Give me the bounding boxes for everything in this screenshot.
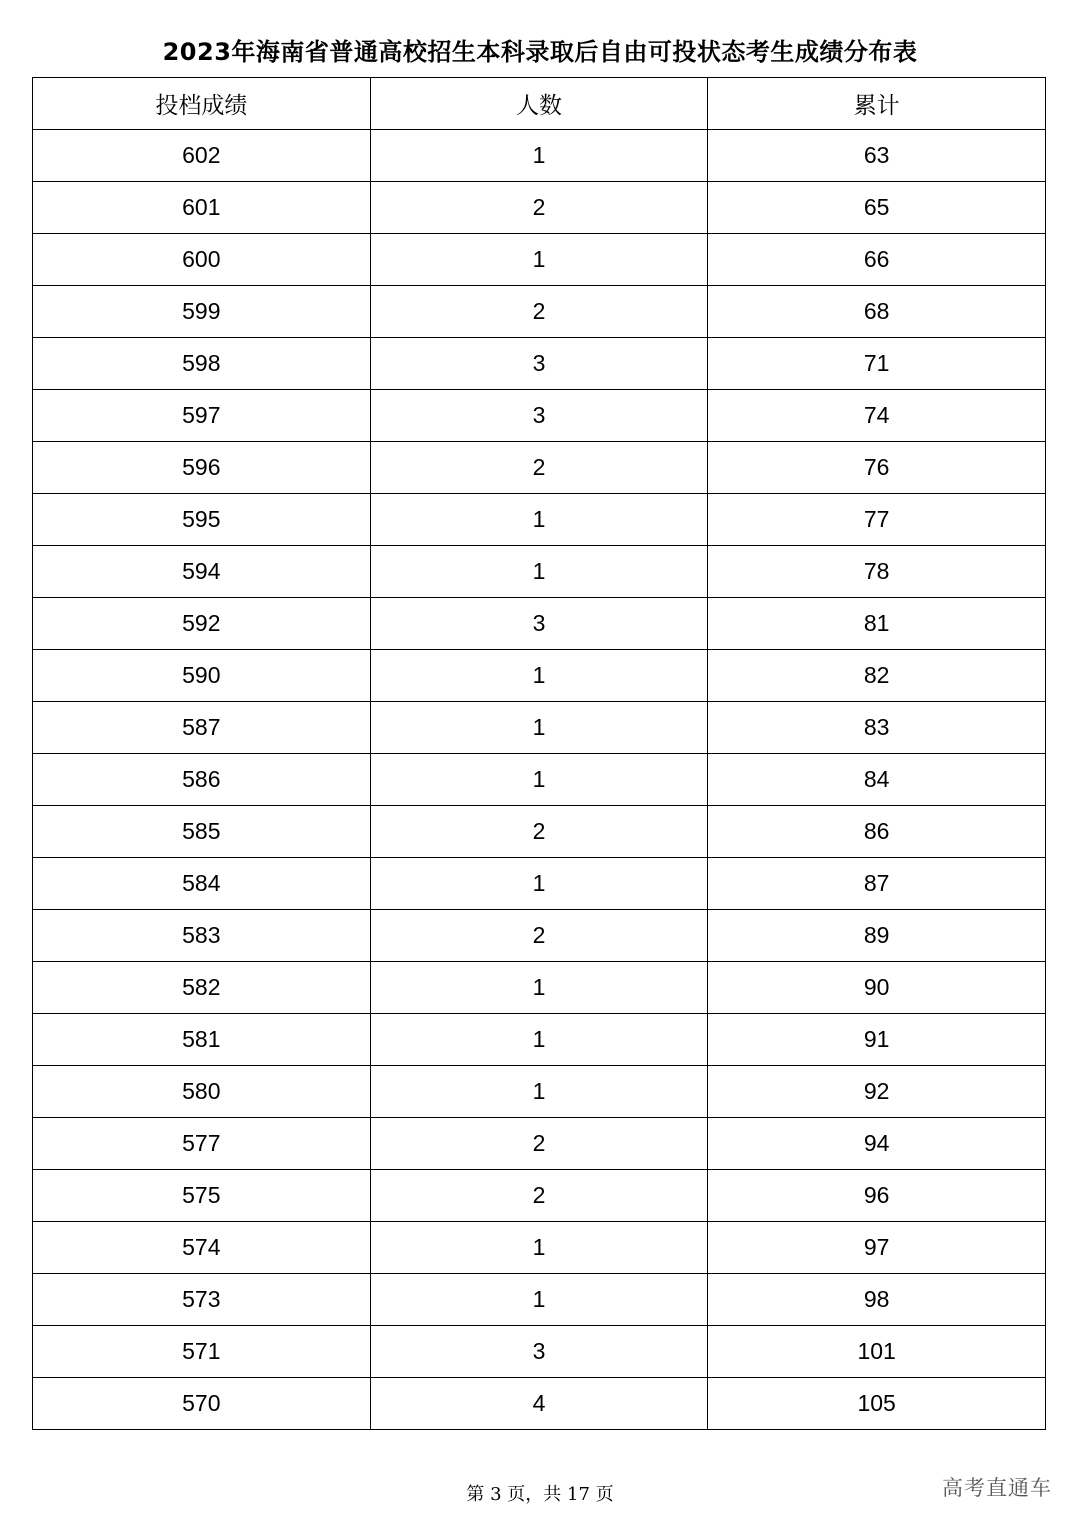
- table-row: [33, 234, 1046, 286]
- count-cell: 2: [370, 910, 708, 962]
- score-cell: 586: [33, 754, 371, 806]
- count-cell: 4: [370, 1378, 708, 1430]
- cumulative-cell: 81: [708, 598, 1046, 650]
- table-row: [33, 442, 1046, 494]
- cumulative-cell: 96: [708, 1170, 1046, 1222]
- cumulative-cell: 83: [708, 702, 1046, 754]
- cumulative-cell: 71: [708, 338, 1046, 390]
- cumulative-cell: 94: [708, 1118, 1046, 1170]
- count-cell: 1: [370, 546, 708, 598]
- table-row: [33, 754, 1046, 806]
- count-cell: 3: [370, 390, 708, 442]
- column-header-count: 人数: [370, 78, 708, 130]
- table-row: [33, 858, 1046, 910]
- column-header-score: 投档成绩: [33, 78, 371, 130]
- table-row: [33, 1118, 1046, 1170]
- score-cell: 597: [33, 390, 371, 442]
- cumulative-cell: 89: [708, 910, 1046, 962]
- count-cell: 1: [370, 1066, 708, 1118]
- count-cell: 3: [370, 598, 708, 650]
- cumulative-cell: 78: [708, 546, 1046, 598]
- cumulative-cell: 90: [708, 962, 1046, 1014]
- score-cell: 585: [33, 806, 371, 858]
- page-footer: 第 3 页，共 17 页: [466, 1484, 614, 1505]
- score-cell: 602: [33, 130, 371, 182]
- count-cell: 2: [370, 1170, 708, 1222]
- count-cell: 3: [370, 338, 708, 390]
- count-cell: 1: [370, 858, 708, 910]
- cumulative-cell: 92: [708, 1066, 1046, 1118]
- table-row: [33, 1378, 1046, 1430]
- table-row: [33, 1274, 1046, 1326]
- count-cell: 2: [370, 1118, 708, 1170]
- score-cell: 592: [33, 598, 371, 650]
- cumulative-cell: 68: [708, 286, 1046, 338]
- score-cell: 577: [33, 1118, 371, 1170]
- score-cell: 580: [33, 1066, 371, 1118]
- cumulative-cell: 98: [708, 1274, 1046, 1326]
- score-cell: 571: [33, 1326, 371, 1378]
- table-row: [33, 1066, 1046, 1118]
- cumulative-cell: 66: [708, 234, 1046, 286]
- score-cell: 584: [33, 858, 371, 910]
- score-cell: 573: [33, 1274, 371, 1326]
- cumulative-cell: 76: [708, 442, 1046, 494]
- table-row: [33, 1014, 1046, 1066]
- score-cell: 570: [33, 1378, 371, 1430]
- table-row: [33, 286, 1046, 338]
- watermark: 高考直通车: [942, 1476, 1052, 1500]
- count-cell: 1: [370, 702, 708, 754]
- score-cell: 598: [33, 338, 371, 390]
- score-cell: 583: [33, 910, 371, 962]
- cumulative-cell: 86: [708, 806, 1046, 858]
- cumulative-cell: 74: [708, 390, 1046, 442]
- count-cell: 2: [370, 182, 708, 234]
- score-distribution-table: [32, 77, 1046, 1430]
- cumulative-cell: 65: [708, 182, 1046, 234]
- score-cell: 582: [33, 962, 371, 1014]
- page-title: 2023年海南省普通高校招生本科录取后自由可投状态考生成绩分布表: [162, 38, 918, 66]
- count-cell: 1: [370, 130, 708, 182]
- table-row: [33, 130, 1046, 182]
- table-body: [33, 130, 1046, 1430]
- count-cell: 2: [370, 286, 708, 338]
- score-cell: 574: [33, 1222, 371, 1274]
- score-cell: 595: [33, 494, 371, 546]
- table-row: [33, 962, 1046, 1014]
- column-header-cumulative: 累计: [708, 78, 1046, 130]
- cumulative-cell: 84: [708, 754, 1046, 806]
- table-row: [33, 702, 1046, 754]
- count-cell: 1: [370, 1222, 708, 1274]
- table-row: [33, 806, 1046, 858]
- score-cell: 581: [33, 1014, 371, 1066]
- table-row: [33, 1222, 1046, 1274]
- score-cell: 590: [33, 650, 371, 702]
- count-cell: 2: [370, 806, 708, 858]
- table-row: [33, 1170, 1046, 1222]
- table-row: [33, 182, 1046, 234]
- table-row: [33, 1326, 1046, 1378]
- count-cell: 1: [370, 494, 708, 546]
- count-cell: 1: [370, 1274, 708, 1326]
- cumulative-cell: 87: [708, 858, 1046, 910]
- table-row: [33, 598, 1046, 650]
- score-cell: 587: [33, 702, 371, 754]
- cumulative-cell: 101: [708, 1326, 1046, 1378]
- table-row: [33, 546, 1046, 598]
- cumulative-cell: 82: [708, 650, 1046, 702]
- count-cell: 1: [370, 962, 708, 1014]
- count-cell: 1: [370, 650, 708, 702]
- count-cell: 1: [370, 234, 708, 286]
- table-header-row: [33, 78, 1046, 130]
- score-cell: 596: [33, 442, 371, 494]
- score-cell: 601: [33, 182, 371, 234]
- table-row: [33, 910, 1046, 962]
- score-cell: 600: [33, 234, 371, 286]
- cumulative-cell: 105: [708, 1378, 1046, 1430]
- count-cell: 1: [370, 1014, 708, 1066]
- score-cell: 599: [33, 286, 371, 338]
- count-cell: 2: [370, 442, 708, 494]
- score-cell: 594: [33, 546, 371, 598]
- count-cell: 1: [370, 754, 708, 806]
- table-row: [33, 494, 1046, 546]
- cumulative-cell: 77: [708, 494, 1046, 546]
- table-row: [33, 650, 1046, 702]
- table-row: [33, 390, 1046, 442]
- cumulative-cell: 63: [708, 130, 1046, 182]
- cumulative-cell: 97: [708, 1222, 1046, 1274]
- cumulative-cell: 91: [708, 1014, 1046, 1066]
- table-row: [33, 338, 1046, 390]
- count-cell: 3: [370, 1326, 708, 1378]
- score-cell: 575: [33, 1170, 371, 1222]
